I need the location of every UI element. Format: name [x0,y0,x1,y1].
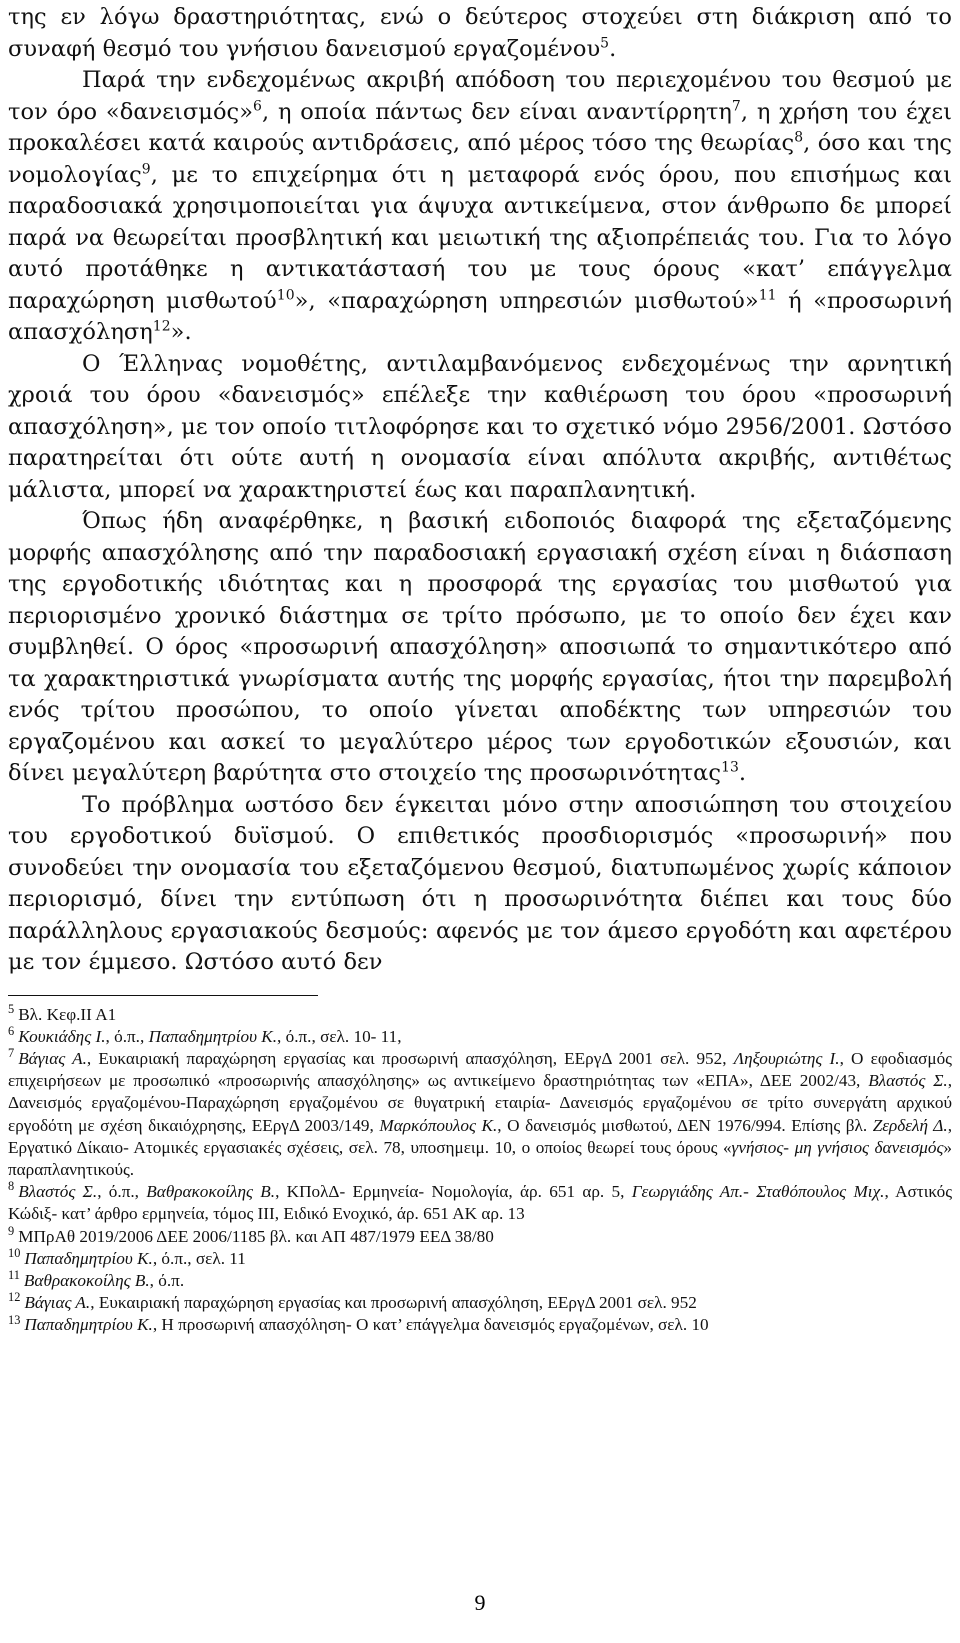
text-run: , Ο εφοδιασμός επιχειρήσεων με προσωπικό «προσωρινής απασχόλησης» ως αντικείμενο δραστηριότητας των «ΕΠΑ», ΔΕΕ 2002/43, [8,1048,952,1091]
text-run: , ό.π., [97,1182,147,1202]
footnote-number: 10 [8,1245,21,1260]
text-run: », «παραχώρηση υπηρεσιών μισθωτού» [294,287,759,314]
text-run: , η οποία πάντως δεν είναι αναντίρρητη [261,98,732,125]
text-run: , ό.π., σελ. 11 [152,1248,246,1268]
text-run: , ό.π. [149,1270,185,1290]
text-run: , Ευκαιριακή παραχώρηση εργασίας και προσωρινή απασχόληση, ΕΕργΔ 2001 σελ. 952, [86,1048,734,1068]
text-run: ». [170,319,192,345]
cited-author: Ζερδελή Δ. [872,1115,948,1135]
text-run: . [609,35,617,62]
footnote-number: 12 [8,1290,21,1305]
footnote [8,1292,952,1314]
footnote-number: 5 [8,1001,15,1016]
body-text [8,2,952,979]
cited-author: Γεωργιάδης Απ.- Σταθόπουλος Μιχ. [631,1182,885,1202]
paragraph [8,65,952,349]
cited-author: Βλαστός Σ. [868,1071,948,1091]
footnote-number: 9 [8,1223,15,1238]
cited-author: Ληξουριώτης Ι. [733,1048,840,1068]
footnote-reference: 12 [152,318,171,335]
cited-author: Βαθρακοκοίλης Β. [146,1182,276,1202]
text-run: ή «προσωρινή απασχόληση [8,287,952,345]
text-run: , η χρήση του έχει προκαλέσει κατά καιρούς αντιδράσεις, από μέρος τόσο της θεωρίας [8,98,952,156]
page-number: 9 [474,1590,486,1615]
text-run: Το πρόβλημα ωστόσο δεν έγκειται μόνο στην αποσιώπηση του στοιχείου του εργοδοτικού δυϊσμού. Ο επιθετικός προσδιορισμός «προσωρινή» που συνοδεύει την ονομασία του εξεταζόμενου θεσμού, διατυπωμένος χωρίς κάποιον περιορισμό, δίνει την εντύπωση ότι η προσωρινότητα διέπει και τους δύο παράλληλους εργασιακούς δεσμούς: αφενός με τον άμεσο εργοδότη και αφετέρου με τον έμμεσο. Ωστόσο αυτό δεν [8,791,952,975]
paragraph [8,790,952,979]
footnote [8,1245,952,1270]
text-run: , Η προσωρινή απασχόληση- Ο κατ’ επάγγελμα δανεισμός εργαζομένων, σελ. 10 [152,1315,709,1335]
text-run: , ΚΠολΔ- Ερμηνεία- Νομολογία, άρ. 651 αρ. 5, [275,1182,632,1202]
text-run: . [738,760,747,786]
footnote-reference: 7 [731,97,741,114]
cited-author: γνήσιος- μη γνήσιος δανεισμός [731,1137,944,1157]
footnote [8,1270,952,1292]
footnote-number: 13 [8,1312,21,1327]
text-run: Ο Έλληνας νομοθέτης, αντιλαμβανόμενος ενδεχομένως την αρνητική χροιά του όρου «δανεισμός» επέλεξε την καθιέρωση του όρου «προσωρινή απασχόληση», με τον οποίο τιτλοφόρησε και το σχετικό νόμο 2956/2001. Ωστόσο παρατηρείται ότι ούτε αυτή η ονομασία είναι απόλυτα ακριβής, αντιθέτως μάλιστα, μπορεί να χαρακτηριστεί έως και παραπλανητική. [8,350,952,503]
text-run: της εν λόγω δραστηριότητας, ενώ ο δεύτερος στοχεύει στη διάκριση από το συναφή θεσμό του γνήσιου δανεισμού εργαζομένου [8,4,952,62]
text-run: , Εργατικό Δίκαιο- Ατομικές εργασιακές σχέσεις, σελ. 78, υποσημειμ. 10, ο οποίος θεωρεί τους όρους « [8,1115,952,1157]
footnote [8,1181,952,1225]
text-run: » παραπλανητικούς. [8,1137,953,1179]
text-run: , ό.π., σελ. 10- 11, [277,1026,402,1046]
cited-author: Παπαδημητρίου Κ. [148,1026,278,1046]
footnote [8,1001,952,1026]
cited-author: Παπαδημητρίου Κ. [24,1315,153,1335]
footnote [8,1314,952,1336]
text-run: , όσο και της νομολογίας [8,130,952,188]
cited-author: Παπαδημητρίου Κ. [24,1248,153,1268]
paragraph [8,506,952,790]
cited-author: Βάγιας Α. [18,1048,87,1068]
text-run: Βλ. Κεφ.ΙΙ Α1 [18,1004,117,1024]
text-run: Παρά την ενδεχομένως ακριβή απόδοση του περιεχομένου του θεσμού με τον όρο «δανεισμός» [8,67,952,125]
footnote [8,1048,952,1181]
cited-author: Βαθρακοκοίλης Β. [23,1270,150,1290]
paragraph [8,349,952,507]
cited-author: Μαρκόπουλος Κ. [379,1115,498,1135]
footnote-reference: 9 [141,160,151,177]
cited-author: Βλαστός Σ. [18,1182,98,1202]
footnote-number: 7 [8,1046,15,1061]
footnote-reference: 13 [721,759,739,776]
text-run: Όπως ήδη αναφέρθηκε, η βασική ειδοποιός διαφορά της εξεταζόμενης μορφής απασχόλησης από την παραδοσιακή εργασιακή σχέση είναι η διάσπαση της εργοδοτικής ιδιότητας και η προσφορά της εργασίας του μισθωτού για περιορισμένο χρονικό διάστημα σε τρίτο πρόσωπο, με το οποίο δεν έχει καν συμβληθεί. Ο όρος «προσωρινή απασχόληση» αποσιωπά το σημαντικότερο από τα χαρακτηριστικά γνωρίσματα αυτής της μορφής εργασίας, ήτοι την παρεμβολή ενός τρίτου προσώπου, το οποίο γίνεται αποδέκτης των υπηρεσιών του εργαζομένου και ασκεί το μεγαλύτερο μέρος των εργοδοτικών εξουσιών, και δίνει μεγαλύτερη βαρύτητα στο στοιχείο της προσωρινότητας [8,508,952,786]
text-run: , Ευκαιριακή παραχώρηση εργασίας και προσωρινή απασχόληση, ΕΕργΔ 2001 σελ. 952 [90,1293,697,1313]
paragraph [8,2,952,65]
footnote-reference: 6 [253,97,262,114]
footnotes [8,1001,953,1337]
footnote-reference: 11 [758,286,777,303]
footnote [8,1023,952,1048]
footnote-separator [8,995,318,996]
text-run: , Δανεισμός εργαζομένου-Παραχώρηση εργαζομένου σε θυγατρική εταιρία- Δανεισμός εργαζομένου σε τρίτο συνεργάτη αρχικού εργοδότη με σχέση δικαιόχρησης, ΕΕργΔ 2003/149, [8,1071,952,1135]
footnote-reference: 8 [794,129,804,146]
footnote [8,1223,952,1248]
text-run: , με το επιχείρημα ότι η μεταφορά ενός όρου, που επισήμως και παραδοσιακά χρησιμοποιείται για άψυχα αντικείμενα, στον άνθρωπο δε μπορεί παρά να θεωρείται προσβλητική και μειωτική της αξιοπρέπειάς του. Για το λόγο αυτό προτάθηκε η αντικατάστασή του με τους όρους «κατ’ επάγγελμα παραχώρηση μισθωτού [8,161,952,314]
text-run: , Ο δανεισμός μισθωτού, ΔΕΝ 1976/994. Επίσης βλ. [497,1115,873,1135]
footnote-reference: 5 [600,34,610,51]
footnote-number: 6 [8,1023,15,1038]
footnote-reference: 10 [276,286,295,303]
text-run: , ό.π., [105,1026,149,1046]
footnote-number: 11 [8,1268,20,1283]
text-run: , Αστικός Κώδιξ- κατ’ άρθρο ερμηνεία, τόμος ΙΙΙ, Ειδικό Ενοχικό, άρ. 651 ΑΚ αρ. 13 [8,1182,952,1224]
text-run: ΜΠρΑθ 2019/2006 ΔΕΕ 2006/1185 βλ. και ΑΠ 487/1979 ΕΕΔ 38/80 [18,1226,494,1246]
cited-author: Κουκιάδης Ι. [18,1026,106,1046]
footnote-number: 8 [8,1179,15,1194]
cited-author: Βάγιας Α. [24,1293,91,1313]
